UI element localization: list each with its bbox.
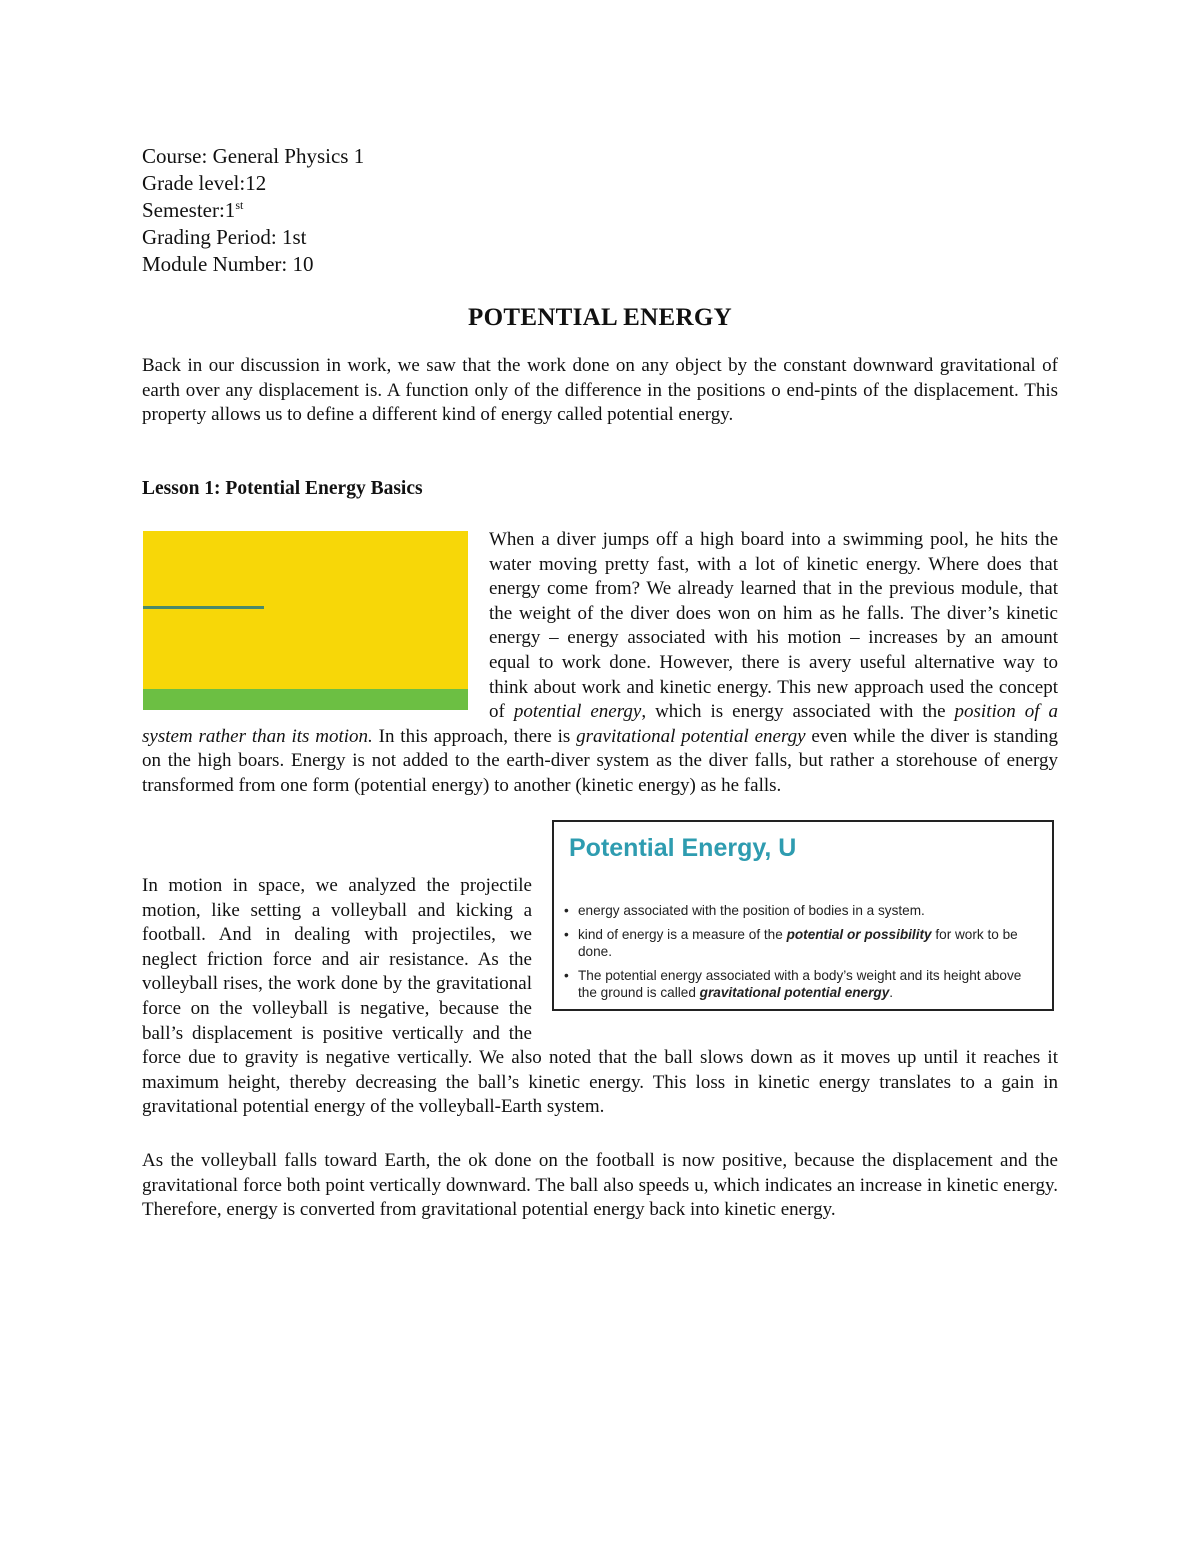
- box-bullet: • The potential energy associated with a body’s weight and its height above the ground is called gravitational potential energy.: [564, 968, 1022, 1000]
- lesson-heading: Lesson 1: Potential Energy Basics: [142, 478, 423, 499]
- course-line: Course: General Physics 1: [142, 144, 365, 168]
- semester-superscript: st: [235, 198, 244, 212]
- box-bullet: • kind of energy is a measure of the potential or possibility for work to be done.: [564, 927, 1018, 959]
- grade-line: Grade level:12: [142, 171, 267, 195]
- box-bullet: • energy associated with the position of bodies in a system.: [564, 903, 925, 918]
- box-title: Potential Energy, U: [569, 834, 797, 862]
- lesson-body: [142, 528, 1058, 799]
- module-number-line: Module Number: 10: [142, 252, 314, 276]
- intro-paragraph: Back in our discussion in work, we saw that the work done on any object by the constant downward gravitational of earth over any displacement is. A function only of the difference in the positions o end-pints of the displacement. This property allows us to define a different kind of energy called potential energy.: [142, 355, 1058, 426]
- semester-line: [142, 197, 364, 224]
- diver-paragraph: When a diver jumps off a high board into a swimming pool, he hits the water moving pretty fast, with a lot of kinetic energy. Where does that energy come from? We already learned that in the previous module, that the weight of the diver does won on him as he falls. The diver’s kinetic energy – energy associated with his motion – increases by an amount equal to work done. However, there is avery useful alternative way to think about work and kinetic energy. This new approach used the concept of potential energy, which is energy associated with the position of a system rather than its motion. In this approach, there is gravitational potential energy even while the diver is standing on the high boars. Energy is not added to the earth-diver system as the diver falls, but rather a storehouse of energy transformed from one form (potential energy) to another (kinetic energy) as he falls.: [142, 529, 1058, 796]
- page-title: POTENTIAL ENERGY: [468, 304, 732, 331]
- module-header: [142, 143, 364, 278]
- volleyball-paragraph: In motion in space, we analyzed the projectile motion, like setting a volleyball and kicking a football. And in dealing with projectiles, we neglect friction force and air resistance. As the volleyball rises, the work done by the gravitational force on the volleyball is negative, because the ball’s displacement is positive vertically and the force due to gravity is negative vertically. We also noted that the ball slows down as it moves up until it reaches it maximum height, thereby decreasing the ball’s kinetic energy. This loss in kinetic energy translates to a gain in gravitational potential energy of the volleyball-Earth system.: [142, 875, 1058, 1118]
- semester-label: Semester:1: [142, 198, 236, 222]
- falling-ball-paragraph: As the volleyball falls toward Earth, the ok done on the football is now positive, because the displacement and the gravitational force both point vertically downward. The ball also speeds u, which indicates an increase in kinetic energy. Therefore, energy is converted from gravitational potential energy back into kinetic energy.: [142, 1150, 1058, 1221]
- grading-period-line: Grading Period: 1st: [142, 225, 307, 249]
